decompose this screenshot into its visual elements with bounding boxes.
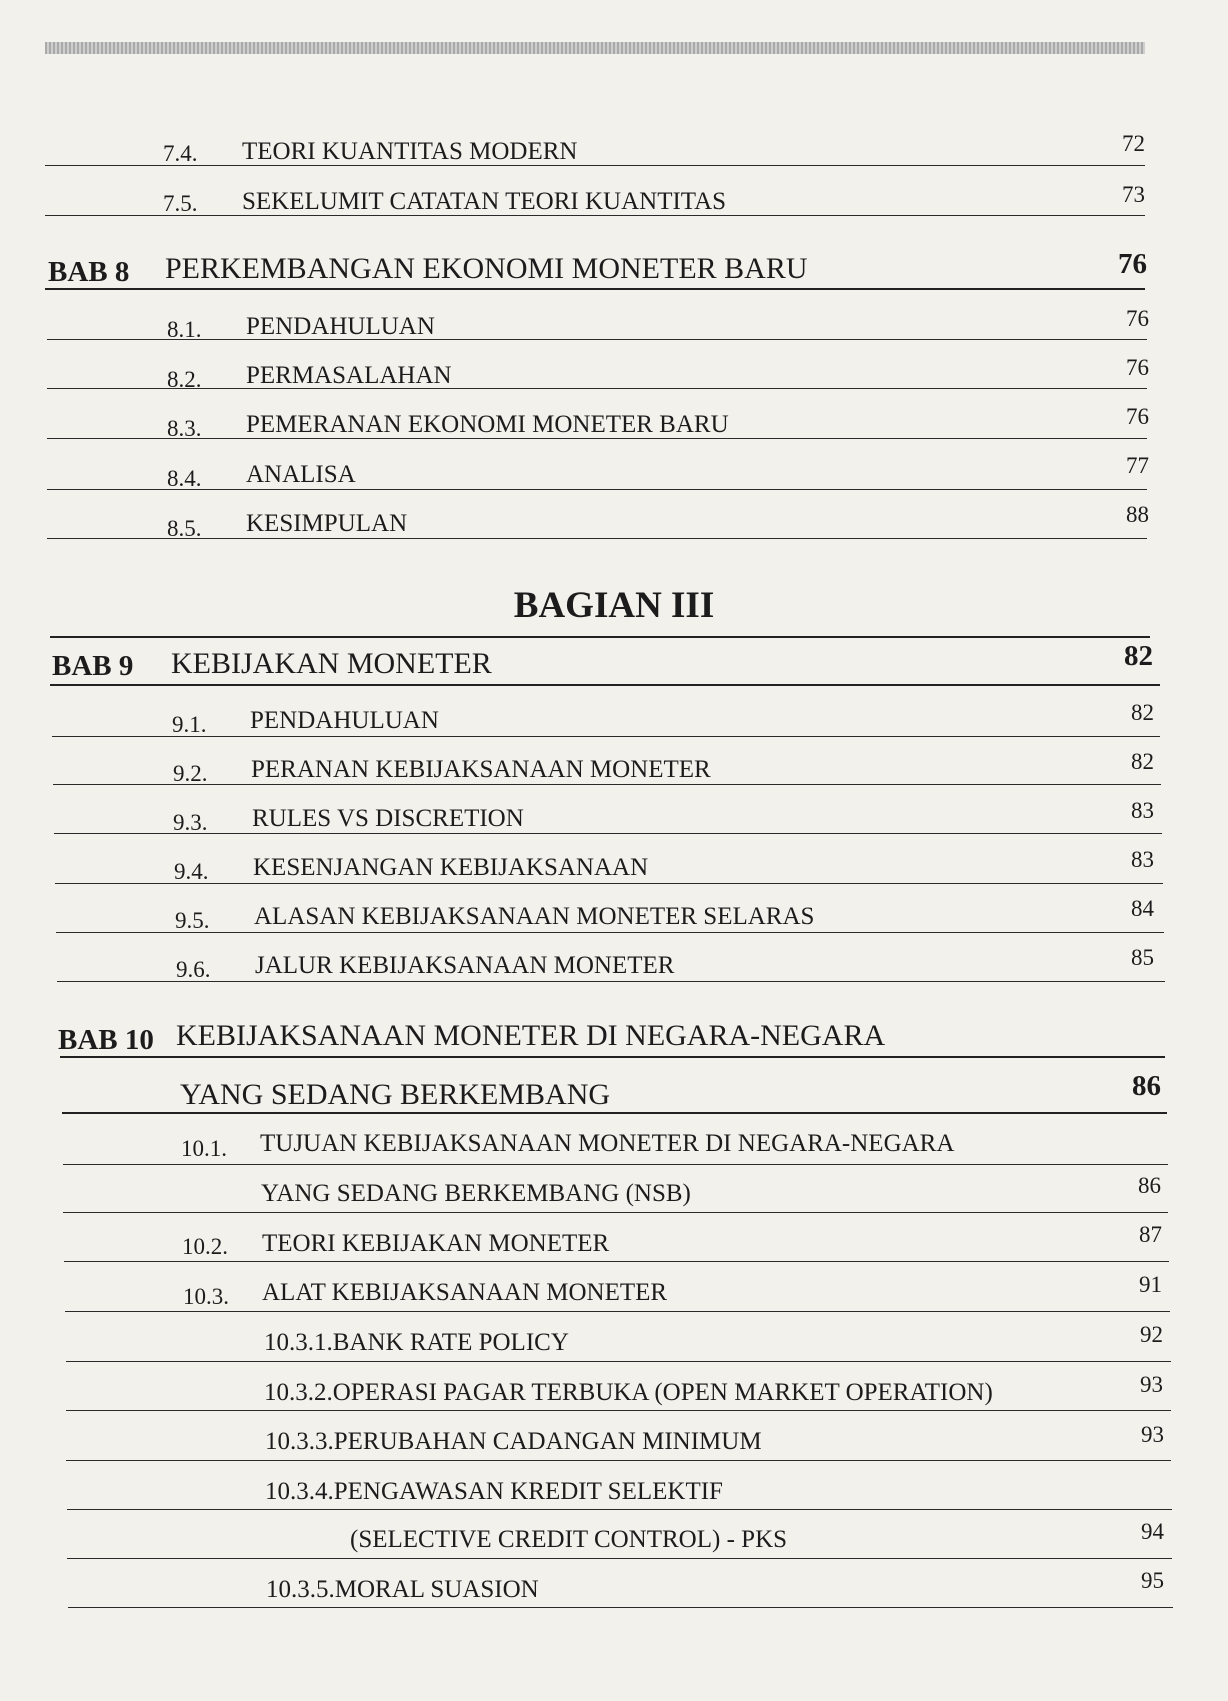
section-number: 8.2. [167,367,202,392]
chapter-title-line2: YANG SEDANG BERKEMBANG [180,1078,611,1111]
section-number: 7.4. [163,141,198,166]
section-title: SEKELUMIT CATATAN TEORI KUANTITAS [242,188,727,215]
section-number: 10.1. [181,1136,227,1161]
section-title: PENDAHULUAN [250,707,439,734]
part-heading: BAGIAN III [513,585,715,626]
divider [47,438,1147,439]
divider [52,736,1160,737]
divider [47,388,1147,389]
page-number: 93 [1140,1372,1163,1397]
section-title: ALAT KEBIJAKSANAAN MONETER [262,1279,668,1306]
section-title: TEORI KUANTITAS MODERN [242,138,578,165]
section-number: 8.1. [167,317,202,342]
divider [50,636,1150,638]
divider [45,215,1145,216]
chapter-title: PERKEMBANGAN EKONOMI MONETER BARU [165,252,808,285]
chapter-label: BAB 10 [58,1024,154,1056]
page-number: 87 [1139,1222,1162,1247]
page-number: 88 [1126,502,1149,527]
divider [60,1056,1165,1058]
section-number: 9.3. [173,810,208,835]
page-number: 84 [1131,896,1154,921]
page-number: 82 [1131,700,1154,725]
divider [67,1509,1172,1510]
divider [47,489,1147,490]
divider [66,1361,1171,1362]
subsection-title-line1: 10.3.4.PENGAWASAN KREDIT SELEKTIF [265,1478,723,1505]
subsection-title-line2: (SELECTIVE CREDIT CONTROL) - PKS [350,1526,788,1553]
divider [47,339,1147,340]
subsection-title: 10.3.5.MORAL SUASION [266,1576,539,1603]
divider [62,1112,1167,1114]
page-number: 94 [1141,1519,1164,1544]
divider [63,1212,1168,1213]
page-number: 72 [1122,131,1145,156]
section-title: PERMASALAHAN [246,362,452,389]
divider [56,932,1164,933]
chapter-page-number: 76 [1118,248,1147,280]
divider [45,288,1145,290]
page-number: 91 [1139,1272,1162,1297]
section-title-line2: YANG SEDANG BERKEMBANG (NSB) [261,1180,691,1207]
divider [45,165,1145,166]
section-number: 9.6. [176,957,211,982]
section-number: 7.5. [163,191,198,216]
subsection-title: 10.3.3.PERUBAHAN CADANGAN MINIMUM [265,1428,762,1455]
divider [66,1410,1171,1411]
chapter-page-number: 82 [1124,640,1153,672]
section-title-line1: TUJUAN KEBIJAKSANAAN MONETER DI NEGARA-NEGARA [260,1130,955,1157]
chapter-title: KEBIJAKAN MONETER [171,647,492,680]
page-number: 76 [1126,355,1149,380]
page-number: 82 [1131,749,1154,774]
page-number: 76 [1126,306,1149,331]
divider [64,1261,1169,1262]
divider [50,684,1160,686]
section-number: 9.4. [174,859,209,884]
page-number: 85 [1131,945,1154,970]
section-title: JALUR KEBIJAKSANAAN MONETER [255,952,675,979]
section-number: 8.3. [167,416,202,441]
scan-header-band [45,42,1145,54]
page-number: 76 [1126,404,1149,429]
page-number: 86 [1138,1173,1161,1198]
divider [55,883,1163,884]
chapter-label: BAB 8 [48,256,130,288]
subsection-title: 10.3.1.BANK RATE POLICY [264,1329,569,1356]
section-title: TEORI KEBIJAKAN MONETER [262,1230,610,1257]
chapter-page-number: 86 [1132,1070,1161,1102]
section-number: 8.5. [167,516,202,541]
divider [67,1558,1172,1559]
section-title: PEMERANAN EKONOMI MONETER BARU [246,411,729,438]
section-number: 10.3. [183,1284,229,1309]
page-number: 77 [1126,453,1149,478]
section-number: 10.2. [182,1234,228,1259]
section-number: 9.5. [175,908,210,933]
section-title: KESENJANGAN KEBIJAKSANAAN [253,854,649,881]
page-number: 93 [1141,1422,1164,1447]
divider [63,1164,1168,1165]
divider [66,1460,1171,1461]
section-title: KESIMPULAN [246,510,408,537]
subsection-title: 10.3.2.OPERASI PAGAR TERBUKA (OPEN MARKET OPERATION) [264,1379,993,1406]
divider [57,981,1165,982]
divider [54,833,1162,834]
page-number: 73 [1122,182,1145,207]
section-title: ANALISA [246,461,356,488]
section-title: ALASAN KEBIJAKSANAAN MONETER SELARAS [254,903,815,930]
divider [68,1607,1173,1608]
section-title: RULES VS DISCRETION [252,805,524,832]
divider [53,784,1161,785]
section-number: 8.4. [167,466,202,491]
page-number: 83 [1131,798,1154,823]
page-number: 83 [1131,847,1154,872]
page-number: 95 [1141,1568,1164,1593]
chapter-title-line1: KEBIJAKSANAAN MONETER DI NEGARA-NEGARA [176,1019,886,1052]
section-number: 9.2. [173,761,208,786]
section-title: PENDAHULUAN [246,313,435,340]
section-number: 9.1. [172,712,207,737]
divider [47,538,1147,539]
section-title: PERANAN KEBIJAKSANAAN MONETER [251,756,711,783]
divider [65,1311,1170,1312]
chapter-label: BAB 9 [52,650,134,682]
page-number: 92 [1140,1322,1163,1347]
